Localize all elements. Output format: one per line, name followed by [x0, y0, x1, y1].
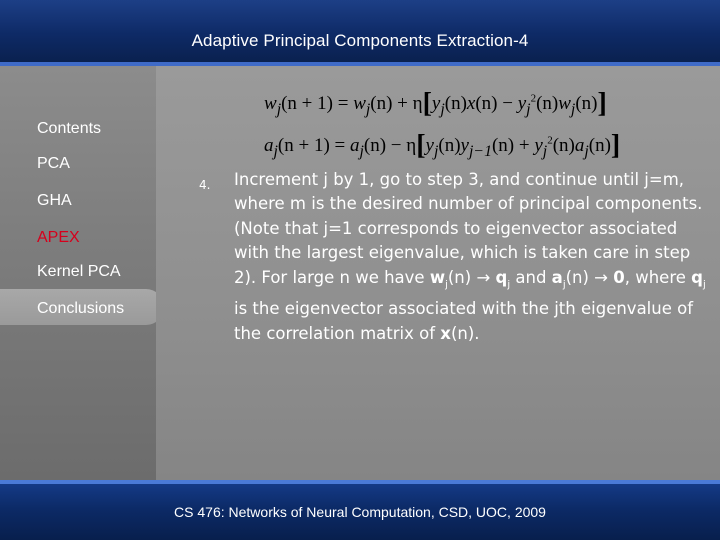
sidebar-item-apex[interactable]: APEX — [37, 229, 80, 246]
sidebar — [0, 66, 156, 480]
step-description: Increment j by 1, go to step 3, and continue until j=m, where m is the desired number of principal components. (Note that j=1 corresponds to eigenvector associated with the largest eigenvalue, which is taken care in step 2). For large n we have $w_j(n) \to q_j$ and $a_j(n) \to 0$, where $q_j$ is the eigenvector associated with the jth eigenvalue of the correlation matrix of x(n). — [234, 170, 706, 343]
sidebar-item-kernel-pca[interactable]: Kernel PCA — [37, 263, 121, 280]
right-arrow-icon: → — [476, 267, 491, 287]
step-number: 4. — [199, 178, 211, 192]
sidebar-item-conclusions[interactable]: Conclusions — [37, 300, 125, 317]
sidebar-item-pca[interactable]: PCA — [37, 155, 70, 172]
equation-lateral-update: $a_j(n + 1) = a_j(n) - \eta[y_j(n)y_{j-1}(n) + y_j^2(n)a_j(n)]$ — [264, 130, 621, 161]
equation-weight-update: $w_j(n + 1) = w_j(n) + \eta[y_j(n)x(n) - y_j^2(n)w_j(n)]$ — [264, 88, 607, 119]
sidebar-item-contents[interactable]: Contents — [37, 120, 102, 137]
right-arrow-icon: → — [594, 267, 608, 287]
sidebar-item-gha[interactable]: GHA — [37, 192, 72, 209]
slide-title: Adaptive Principal Components Extraction-4 — [191, 31, 529, 50]
slide-footer: CS 476: Networks of Neural Computation, CSD, UOC, 2009 — [174, 504, 546, 520]
